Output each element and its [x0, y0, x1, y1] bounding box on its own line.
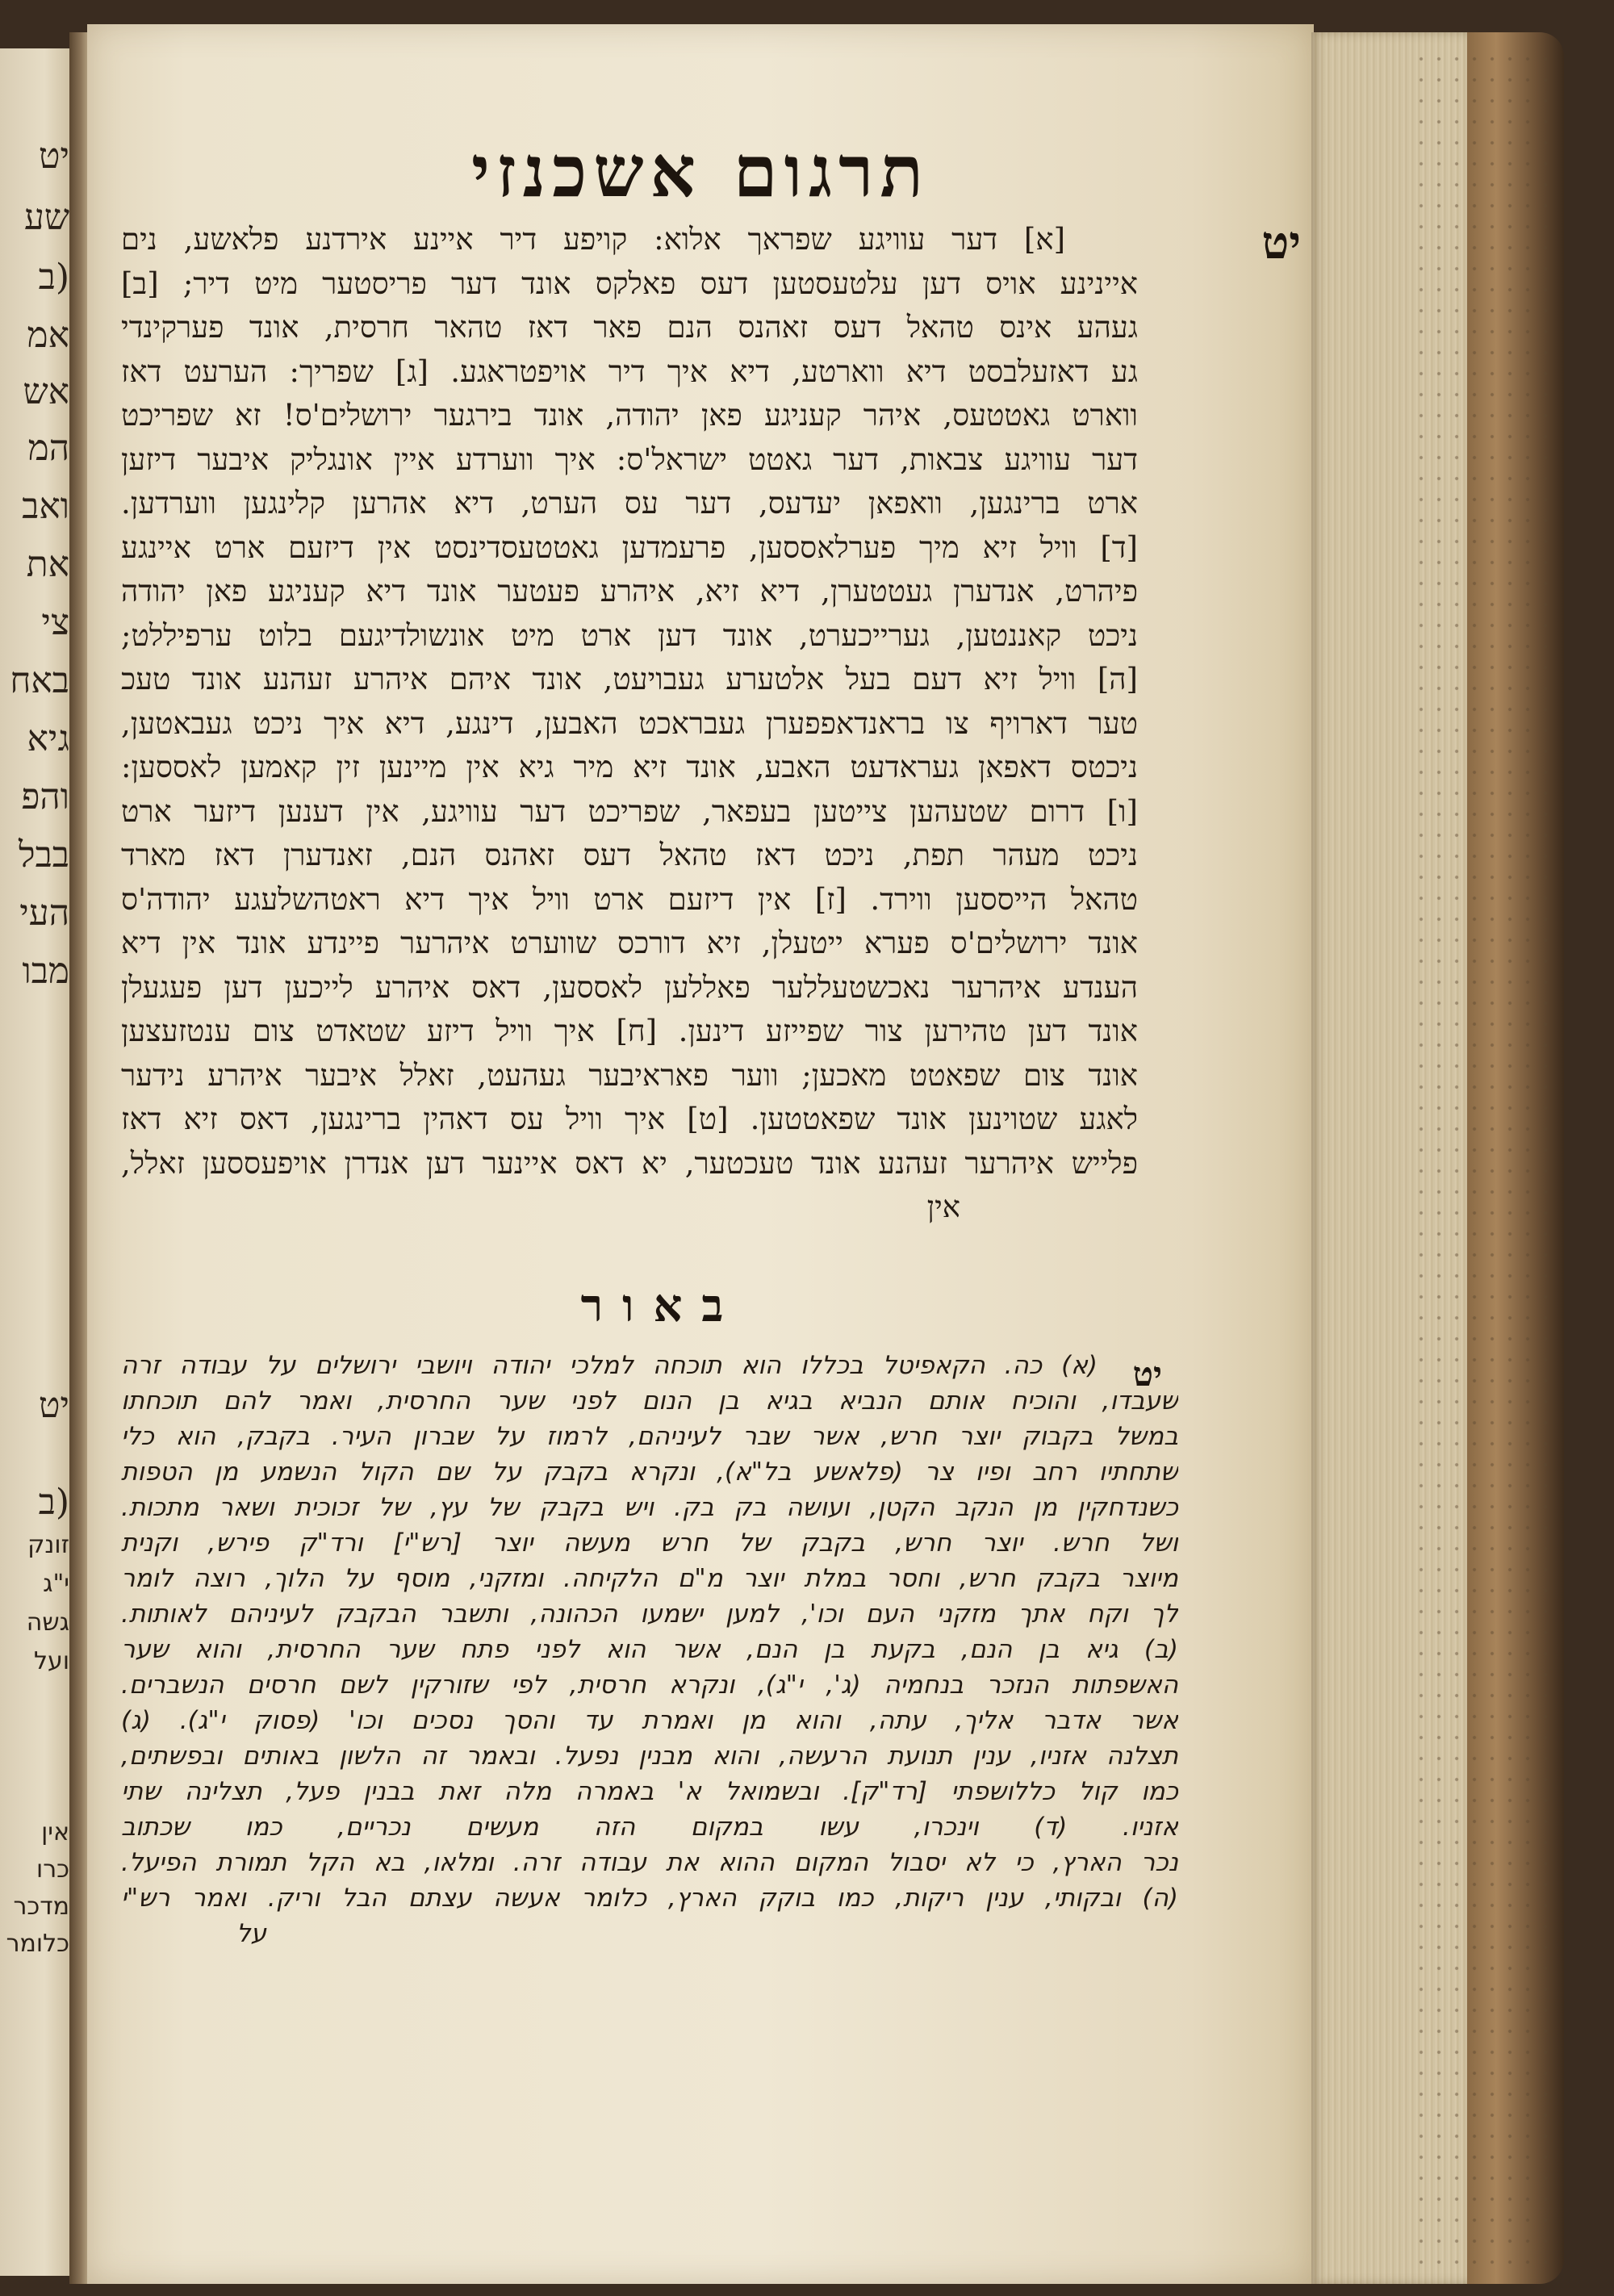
commentary-line: נכר הארץ, כי לא יסבול המקום ההוא את עבודה זרה. ומלאו, בא הקל תמורת הפיעל. [121, 1848, 1178, 1877]
translation-line: [ה] וויל זיא דעם בעל אלטערע געבויעט, אונד איהם איהרע זעהנע אונד טעכ [121, 662, 1138, 696]
left-page-fragment: אמ [27, 315, 69, 356]
chapter-number: יט [1261, 216, 1301, 270]
left-page-fragment: (ב [38, 257, 69, 298]
page-title: תרגום אשכנזי [470, 129, 930, 213]
left-page-fragment: גיא [27, 718, 69, 759]
commentary-line: לך וקח אתך מזקני העם וכו', למען ישמעו הכהונה, ותשבר הבקבק לעיניהם לאותות. [121, 1600, 1178, 1629]
commentary-line: (ה) ובקותי, ענין ריקות, כמו בוקק הארץ, כלומר אעשה עצתם הבל וריק. ואמר רש"י [121, 1884, 1178, 1913]
translation-line: אונד ירושלים'ס פערא ייטעלן, זיא דורכס שווערט איהרער פיינדע אונד אין דיא [121, 926, 1138, 960]
commentary-line: (א) כה. הקאפיטל בכללו הוא תוכחה למלכי יהודה ויושבי ירושלים על עבודה זרה [121, 1351, 1098, 1380]
left-page-fragment: אין [41, 1818, 69, 1846]
left-page-fragment: העי [19, 893, 69, 934]
translation-line: אונד דען טהירען צור שפייזע דינען. [ח] איך וויל דיזע שטאדט צום ענטזעצען [121, 1014, 1138, 1048]
translation-line: פלייש איהרער זעהנע אונד טעכטער, יא דאס איינער דען אנדרן אויפעססען זאלל, [121, 1145, 1138, 1181]
left-page-fragment: ועל [33, 1647, 69, 1675]
left-page-fragment: מדכר [13, 1892, 69, 1921]
left-page-fragment: את [26, 544, 69, 585]
commentary-line: מיוצר בקבק חרש, וחסר במלת יוצר מ"ם הלקיחה. ומזקני, מוסף על הלוך, רוצה לומר [121, 1564, 1178, 1593]
commentary-line: אשר אדבר אליך, עתה, והוא מן ואמרת עד והסך נסכים וכו' (פסוק י"ג). (ג) [121, 1706, 1178, 1735]
left-page-fragment: ואב [22, 486, 69, 527]
commentary-line: (ב) גיא בן הנם, בקעת בן הנם, אשר הוא לפני פתח שער החרסית, והוא שער [121, 1635, 1178, 1664]
translation-line: געהע אינס טהאל דעס זאהנס הנם פאר דאז טהאר חרסית, אונד פערקינדי [121, 310, 1138, 345]
left-page-fragment: צי [41, 602, 69, 643]
translation-line: גע דאזעלבסט דיא ווארטע, דיא איך דיר אויפטראגע. [ג] שפריך: הערעט דאז [121, 353, 1138, 389]
commentary-chapter-number: יט [1132, 1354, 1162, 1394]
commentary-line: תצלנה אזניו, ענין תנועת הרעשה, והוא מבנין נפעל. ובאמר זה הלשון באותים ובפשתים, [121, 1742, 1178, 1771]
translation-line: טהאל הייססען ווירד. [ז] אין דיזעם ארט וויל איך דיא ראטהשלעגע יהודה'ס [121, 881, 1138, 917]
left-page-fragment: כלומר [6, 1930, 69, 1958]
catchword: אין [926, 1190, 960, 1224]
translation-line: ניכט מעהר תפת, ניכט דאז טהאל דעס זאהנס הנם, זאנדערן דאז מארד [121, 838, 1138, 872]
left-page-fragment: יט [38, 1385, 69, 1426]
left-page-fragment: כרו [36, 1855, 69, 1884]
commentary-line: במשל בקבוק יוצר חרש, אשר שבר לעיניהם, לרמוז על שברון העיר. בקבק, הוא כלי [121, 1422, 1178, 1451]
translation-line: ווארט גאטטעס, איהר קעניגע פאן יהודה, אונד בירגער ירושלים'ס! זא שפריכט [121, 398, 1138, 433]
translation-line: דער עוויגע צבאות, דער גאטט ישראל'ס: איך ווערדע איין אונגליק איבער דיזען [121, 441, 1138, 477]
commentary-text [121, 1348, 1178, 1951]
translation-line: אונד צום שפאטט מאכען; ווער פאראיבער געהעט, זאלל איבער איהרע נידער [121, 1057, 1138, 1093]
commentary-line: שתחתיו רחב ופיו צר (פלאשע בל"א), ונקרא בקבק על שם הקול הנשמע מן הטפות [121, 1457, 1178, 1487]
left-page-fragment: גשה [26, 1608, 69, 1637]
left-page-fragment: יט [38, 136, 69, 177]
translation-text [121, 218, 1138, 1230]
left-page-fragment: זונק [27, 1531, 69, 1559]
left-page-fragment: המ [27, 428, 69, 469]
translation-line: טער דארויף צו בראנדאפפערן געבראכט האבען, דינגע, דיא איך ניכט געבאטען, [121, 705, 1138, 741]
translation-line: הענדע איהרער נאכשטעללער פאללען לאססען, דאס איהרע לייכען דען פעגעלן [121, 969, 1138, 1005]
left-page-fragment: בבל [19, 834, 69, 876]
left-page-fragment: (ב [38, 1482, 69, 1523]
left-page-fragment: אש [23, 371, 69, 412]
commentary-heading: באור [580, 1279, 743, 1332]
translation-line: ניכטס דאפאן געראדעט האבע, אונד זיא מיר גיא אין מיינען זין קאמען לאססען: [121, 750, 1138, 784]
translation-line: [ד] וויל זיא מיך פערלאססען, פרעמדען גאטטעסדינסט אין דיזעם ארט איינגע [121, 529, 1138, 565]
left-page-fragment: שע [23, 197, 69, 238]
commentary-line: האשפתות הנזכר בנחמיה (ג', י"ג), ונקרא חרסית, לפי שזורקין לשם חרסים הנשברים. [121, 1671, 1178, 1700]
foxing-spots [1412, 48, 1549, 2276]
commentary-line: כשנדחקין מן הנקב הקטן, ועושה בק בק. ויש בקבק של עץ, של זכוכית ושאר מתכות. [121, 1493, 1178, 1522]
commentary-line: שעבדו, והוכיח אותם הנביא בגיא בן הנום לפני שער החרסית, ואמר להם תוכחתו [121, 1386, 1178, 1416]
commentary-line: ושל חרש. יוצר חרש, בקבק של חרש מעשה יוצר [רש"י] ורד"ק פירש, וקנית [121, 1529, 1178, 1558]
translation-line: לאגע שטוינען אונד שפאטטען. [ט] איך וויל עס דאהין ברינגען, דאס זיא דאז [121, 1102, 1138, 1136]
left-page-fragment: י"ג [43, 1570, 69, 1598]
commentary-line: כמו קול כללושפתי [רד"ק]. ובשמואל א' באמרה מלה זאת בבנין פעל, תצלינה שתי [121, 1777, 1178, 1806]
translation-line: [א] דער עוויגע שפראך אלוא: קויפע דיר איינע אירדנע פלאשע, נים [121, 222, 1065, 257]
translation-line: איינינע אויס דען עלטעסטען דעס פאלקס אונד דער פריסטער מיט דיר; [ב] [121, 266, 1138, 301]
translation-line: פיהרט, אנדערן געטטערן, דיא זיא, איהרע פעטער אונד דיא קעניגע פאן יהודה [121, 574, 1138, 609]
translation-line: ארט ברינגען, וואפאן יעדעס, דער עס הערט, דיא אהרען קלינגען ווערדען. [121, 486, 1138, 521]
left-facing-page [0, 48, 74, 2276]
left-page-fragment: והפ [21, 776, 69, 818]
catchword: על [236, 1919, 266, 1948]
translation-line: ניכט קאננטען, גערייכערט, אונד דען ארט מיט אונשולדיגעם בלוט ערפיללט; [121, 617, 1138, 653]
left-page-fragment: מבו [22, 951, 69, 992]
left-page-fragment: באח [10, 660, 69, 701]
translation-line: [ו] דרום שטעהען צייטען בעפאר, שפריכט דער עוויגע, אין דענען דיזער ארט [121, 793, 1138, 829]
commentary-line: אזניו. (ד) וינכרו, עשו במקום הזה מעשים נכריים, כמו שכתוב [121, 1813, 1178, 1842]
